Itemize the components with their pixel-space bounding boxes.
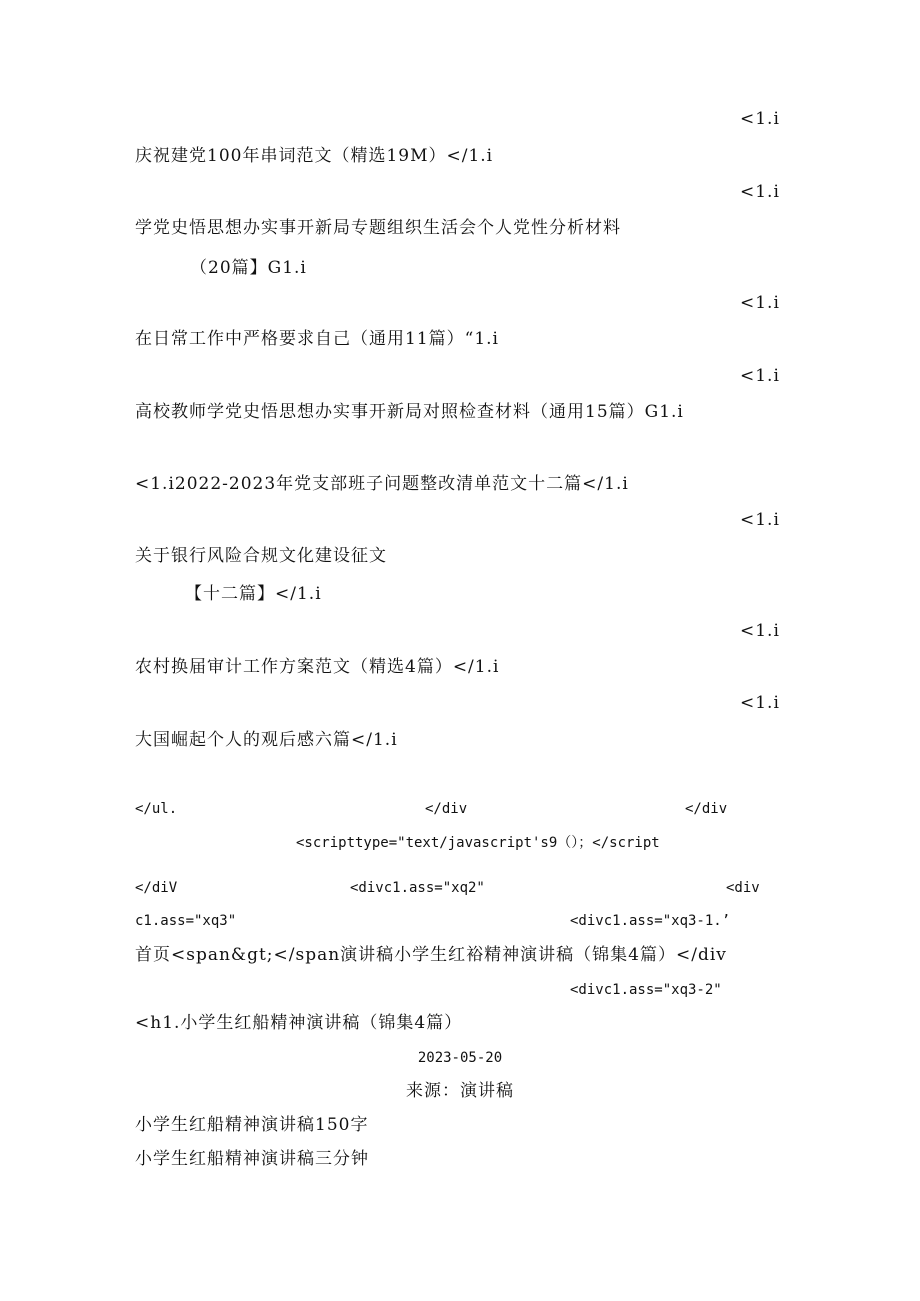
- div-close-tag: </div: [425, 801, 468, 817]
- list-item-link[interactable]: 关于银行风险合规文化建设征文: [135, 546, 387, 566]
- list-item-link[interactable]: 高校教师学党史悟思想办实事开新局对照检查材料（通用15篇）G1.i: [135, 402, 684, 422]
- div-close-tag: </div: [685, 801, 728, 817]
- li-open-tag: <1.i: [740, 182, 780, 202]
- article-title: <h1.小学生红船精神演讲稿（锦集4篇）: [135, 1013, 463, 1033]
- li-open-tag: <1.i: [740, 109, 780, 129]
- div-close-tag: </diV: [135, 880, 178, 896]
- ul-close-tag: </ul.: [135, 801, 178, 817]
- article-source: 来源：演讲稿: [406, 1081, 514, 1101]
- section-heading: 小学生红船精神演讲稿150字: [135, 1115, 369, 1135]
- script-tag: <scripttype="text/javascript's9（）；</script: [296, 835, 660, 851]
- div-open-tag: <divc1.ass="xq3-2": [570, 982, 722, 998]
- list-item-link-cont[interactable]: 【十二篇】</1.i: [185, 584, 322, 604]
- list-item-link-cont[interactable]: （20篇】G1.i: [190, 258, 307, 278]
- li-open-tag: <1.i: [740, 293, 780, 313]
- li-open-tag: <1.i: [740, 621, 780, 641]
- list-item-link[interactable]: 农村换届审计工作方案范文（精选4篇）</1.i: [135, 657, 500, 677]
- div-open-tag: <divc1.ass="xq2": [350, 880, 485, 896]
- list-item-link[interactable]: 学党史悟思想办实事开新局专题组织生活会个人党性分析材料: [135, 218, 621, 238]
- div-open-tag: <div: [726, 880, 760, 896]
- li-open-tag: <1.i: [740, 693, 780, 713]
- list-item-link[interactable]: <1.i2022-2023年党支部班子问题整改清单范文十二篇</1.i: [135, 474, 629, 494]
- breadcrumb[interactable]: 首页<span&gt;</span演讲稿小学生红裕精神演讲稿（锦集4篇）</div: [135, 945, 727, 965]
- list-item-link[interactable]: 庆祝建党100年串词范文（精选19M）</1.i: [135, 146, 494, 166]
- class-attr: c1.ass="xq3": [135, 913, 237, 929]
- li-open-tag: <1.i: [740, 366, 780, 386]
- div-open-tag: <divc1.ass="xq3-1.’: [570, 913, 731, 929]
- section-heading: 小学生红船精神演讲稿三分钟: [135, 1149, 369, 1169]
- list-item-link[interactable]: 大国崛起个人的观后感六篇</1.i: [135, 730, 398, 750]
- list-item-link[interactable]: 在日常工作中严格要求自己（通用11篇）“1.i: [135, 329, 499, 349]
- article-date: 2023-05-20: [417, 1050, 503, 1066]
- li-open-tag: <1.i: [740, 510, 780, 530]
